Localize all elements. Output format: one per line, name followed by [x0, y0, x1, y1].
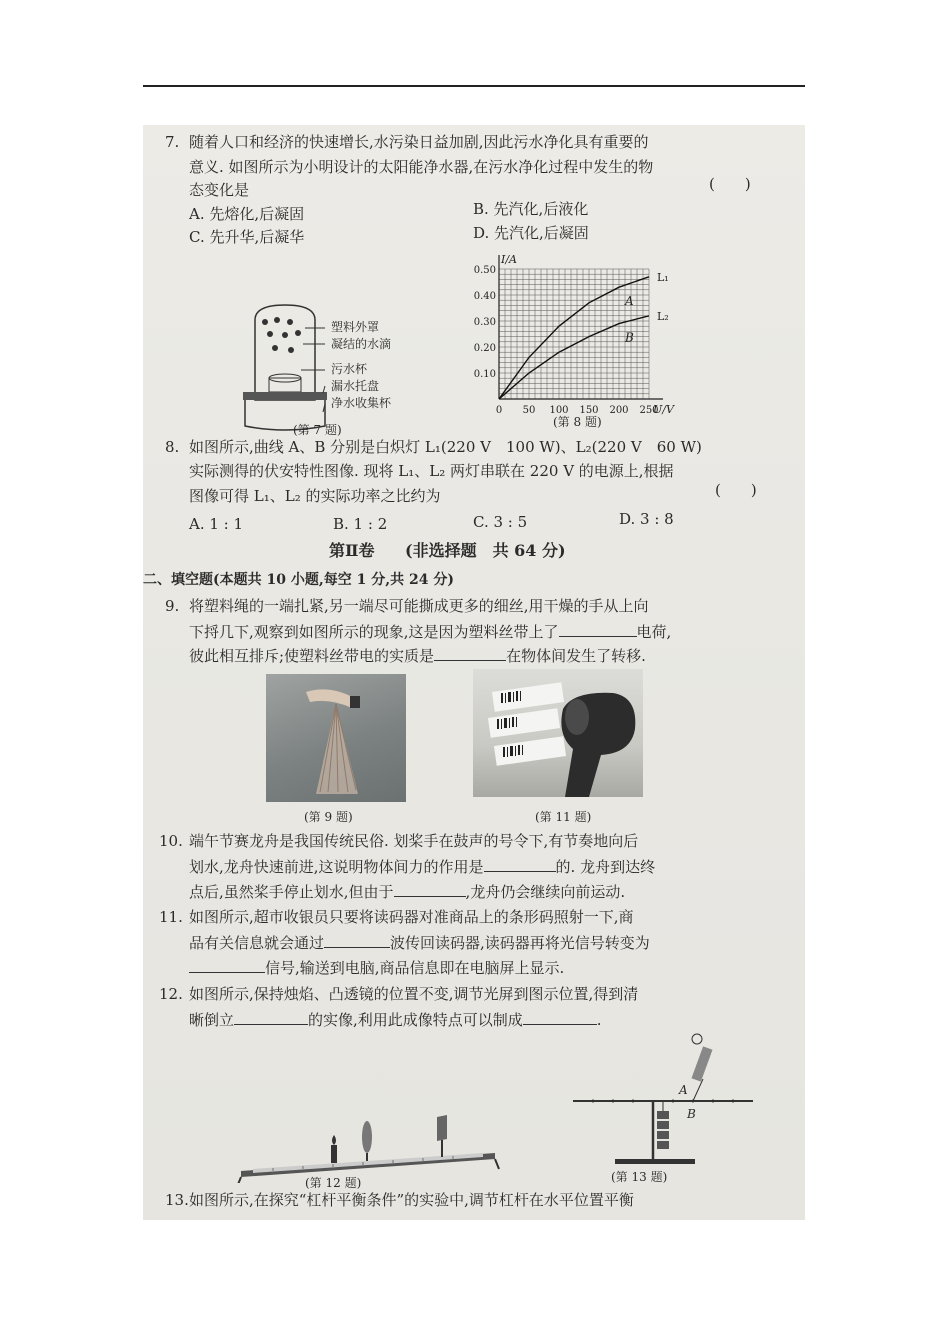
q7-caption: (第 7 题): [293, 423, 342, 437]
x-axis-label: U/V: [653, 403, 674, 416]
part2-subtitle: (非选择题 共 64 分): [405, 541, 566, 560]
q8-option-a: A. 1 : 1: [189, 515, 244, 533]
q12-number: 12.: [159, 985, 183, 1003]
q10-line-1: 端午节赛龙舟是我国传统民俗. 划桨手在鼓声的号令下,有节奏地向后: [189, 832, 639, 850]
q7-number: 7.: [165, 133, 180, 151]
iv-curve-chart: [461, 249, 706, 421]
q9-line-3: [189, 646, 646, 666]
fig7-label-3: 漏水托盘: [331, 379, 380, 393]
q11-line-3-text-b: 信号,输送到电脑,商品信息即在电脑屏上显示.: [265, 959, 565, 977]
q7-option-c: C. 先升华,后凝华: [189, 228, 305, 246]
q11-blank-1[interactable]: [324, 933, 390, 948]
q9-caption: (第 9 题): [304, 810, 353, 824]
plastic-strands-photo: [266, 674, 406, 802]
q7-line-3: 态变化是: [189, 181, 250, 199]
q11-line-2-text-a: 品有关信息就会通过: [189, 934, 325, 952]
q12-blank-1[interactable]: [234, 1010, 308, 1025]
q13-number: 13.: [165, 1191, 189, 1209]
q8-option-b: B. 1 : 2: [333, 515, 388, 533]
q12-line-2-text-b: 的实像,利用此成像特点可以制成: [308, 1011, 523, 1029]
x-tick-label: 150: [579, 405, 599, 416]
y-axis-label: I/A: [501, 253, 517, 266]
q7-line-1: 随着人口和经济的快速增长,水污染日益加剧,因此污水净化具有重要的: [189, 133, 649, 151]
q10-line-3: [189, 882, 625, 902]
q7-option-b: B. 先汽化,后液化: [473, 200, 589, 218]
fig7-label-1: 凝结的水滴: [331, 337, 392, 351]
q11-line-1: 如图所示,超市收银员只要将读码器对准商品上的条形码照射一下,商: [189, 908, 634, 926]
q12-line-2: [189, 1010, 602, 1030]
q11-number: 11.: [159, 908, 183, 926]
fig7-label-2: 污水杯: [331, 362, 368, 376]
solar-purifier-figure: [235, 300, 455, 440]
y-tick-label: 0.40: [473, 291, 496, 302]
x-tick-label: 0: [495, 405, 503, 416]
q9-line-1: 将塑料绳的一端扎紧,另一端尽可能撕成更多的细丝,用干燥的手从上向: [189, 597, 649, 615]
optical-bench-figure: [233, 1093, 513, 1183]
q9-blank-2[interactable]: [434, 646, 506, 661]
q10-line-2-text-b: 的. 龙舟到达终: [555, 858, 656, 876]
q9-line-3-text-b: 在物体间发生了转移.: [506, 647, 646, 665]
q11-line-3: [189, 958, 564, 978]
q10-line-3-text-b: ,龙舟仍会继续向前运动.: [465, 883, 626, 901]
lever-point-b: B: [687, 1107, 696, 1121]
q7-option-d: D. 先汽化,后凝固: [473, 224, 589, 242]
q8-answer-paren: ( ): [715, 481, 757, 499]
q8-line-1: 如图所示,曲线 A、B 分别是白炽灯 L₁(220 V 100 W)、L₂(220 V 60 W): [189, 438, 702, 456]
series-name-A: L₁: [657, 270, 669, 284]
q12-line-2-text-c: .: [596, 1011, 602, 1029]
y-tick-label: 0.50: [473, 265, 496, 276]
q9-number: 9.: [165, 597, 180, 615]
q8-number: 8.: [165, 438, 180, 456]
q9-blank-1[interactable]: [559, 622, 637, 637]
q9-line-2: [189, 622, 671, 642]
lever-point-a: A: [679, 1083, 688, 1097]
q8-line-3: 图像可得 L₁、L₂ 的实际功率之比约为: [189, 487, 441, 505]
q11-caption: (第 11 题): [535, 810, 592, 824]
series-tag-A: A: [625, 294, 634, 309]
q7-option-a: A. 先熔化,后凝固: [189, 205, 305, 223]
y-tick-label: 0.10: [473, 369, 496, 380]
q10-line-3-text-a: 点后,虽然桨手停止划水,但由于: [189, 883, 394, 901]
q11-line-2-text-b: 波传回读码器,读码器再将光信号转变为: [390, 934, 650, 952]
q13-line-1: 如图所示,在探究“杠杆平衡条件”的实验中,调节杠杆在水平位置平衡: [189, 1191, 634, 1209]
part2-title: 第Ⅱ卷: [329, 541, 375, 560]
section-fill-blank-heading: 二、填空题(本题共 10 小题,每空 1 分,共 24 分): [143, 572, 454, 588]
q7-line-2: 意义. 如图所示为小明设计的太阳能净水器,在污水净化过程中发生的物: [189, 158, 654, 176]
q12-caption: (第 12 题): [305, 1176, 362, 1190]
q7-answer-paren: ( ): [709, 175, 751, 193]
fig7-label-0: 塑料外罩: [331, 320, 380, 334]
x-tick-label: 50: [522, 405, 536, 416]
y-tick-label: 0.30: [473, 317, 496, 328]
q10-number: 10.: [159, 832, 183, 850]
q12-blank-2[interactable]: [523, 1010, 597, 1025]
x-tick-label: 100: [549, 405, 569, 416]
q13-caption: (第 13 题): [611, 1170, 668, 1184]
barcode-scanner-photo: [473, 669, 643, 797]
q12-line-1: 如图所示,保持烛焰、凸透镜的位置不变,调节光屏到图示位置,得到清: [189, 985, 639, 1003]
exam-page-photo: [143, 125, 805, 1220]
series-tag-B: B: [625, 330, 634, 345]
lever-balance-figure: [563, 1029, 773, 1169]
q8-caption: (第 8 题): [553, 415, 602, 429]
fig7-label-4: 净水收集杯: [331, 396, 392, 410]
q8-line-2: 实际测得的伏安特性图像. 现将 L₁、L₂ 两灯串联在 220 V 的电源上,根据: [189, 462, 674, 480]
y-tick-label: 0.20: [473, 343, 496, 354]
q8-option-c: C. 3 : 5: [473, 513, 528, 531]
page-header-rule: [143, 85, 805, 87]
q10-blank-2[interactable]: [394, 882, 466, 897]
q12-line-2-text-a: 晰倒立: [189, 1011, 235, 1029]
q8-option-d: D. 3 : 8: [619, 510, 674, 528]
q10-blank-1[interactable]: [484, 857, 556, 872]
q10-line-2-text-a: 划水,龙舟快速前进,这说明物体间力的作用是: [189, 858, 484, 876]
q9-line-3-text-a: 彼此相互排斥;使塑料丝带电的实质是: [189, 647, 435, 665]
x-tick-label: 250: [639, 405, 659, 416]
q11-line-2: [189, 933, 650, 953]
q11-blank-2[interactable]: [189, 958, 265, 973]
q9-line-2-text-a: 下捋几下,观察到如图所示的现象,这是因为塑料丝带上了: [189, 623, 559, 641]
series-name-B: L₂: [657, 309, 669, 323]
x-tick-label: 200: [609, 405, 629, 416]
q10-line-2: [189, 857, 655, 877]
q9-line-2-text-b: 电荷,: [636, 623, 672, 641]
